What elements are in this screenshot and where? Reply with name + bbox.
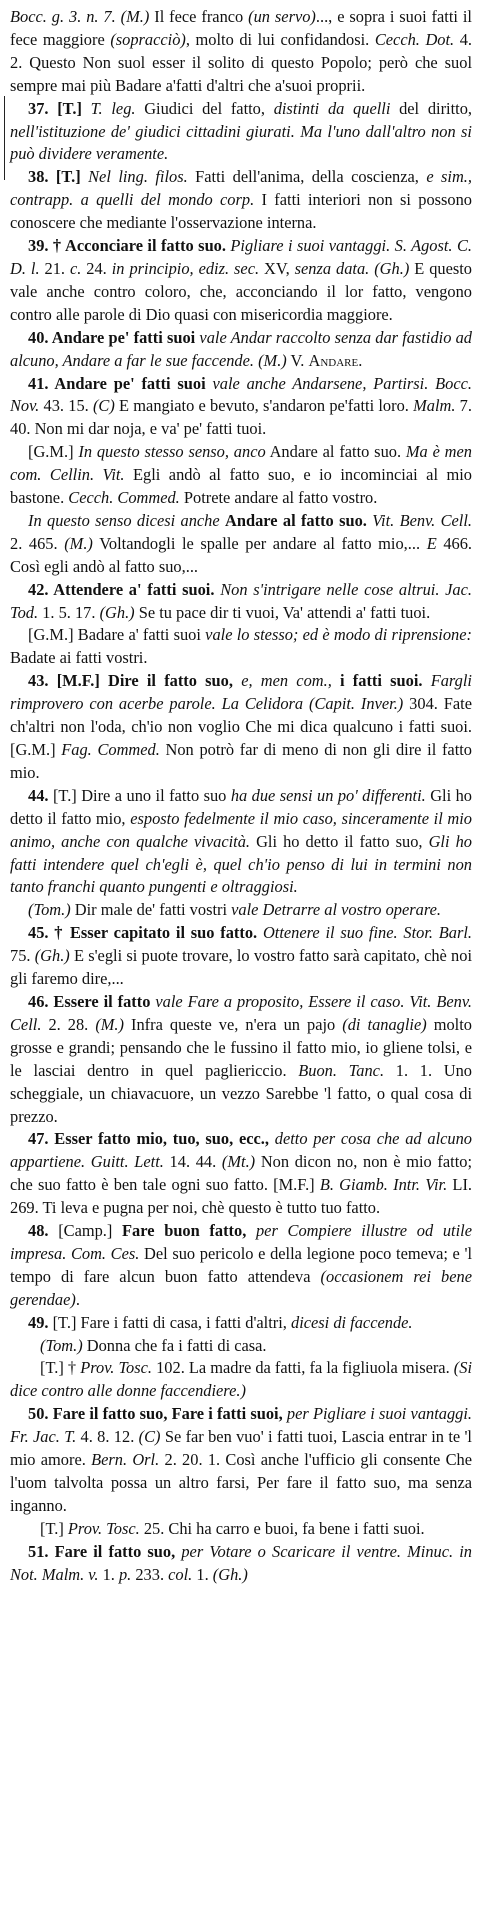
entry-paragraph [10, 373, 472, 442]
italic-text: (un servo) [248, 7, 316, 26]
body-text: 304. Fate ch'altri non l'oda, ch'io non voglio Che mi dica qualcuno i fatti suoi. [G.M.] [10, 694, 472, 759]
body-text: 25. Chi ha carro e buoi, fa bene i fatti suoi. [139, 1518, 425, 1538]
body-text: 4. 2. Questo Non suol esser il solito di questo Popolo; però che suol sempre mai più Badare a'fatti d'altri che a'suoi proprii. [10, 29, 472, 95]
italic-text: Buon. Tanc. [298, 1060, 385, 1080]
italic-text: (Gh.) [99, 602, 135, 622]
italic-text: Cecch. Commed. [68, 488, 180, 508]
italic-text: Cecch. Dot. [374, 29, 455, 49]
body-text: [T.] [40, 1518, 68, 1538]
italic-text: Fargli rimprovero con acerbe parole. La Celidora (Capit. Inver.) [10, 671, 472, 714]
italic-text: Ottenere il suo fine. Stor. Barl. [262, 923, 472, 943]
italic-text: vale Detrarre al vostro operare. [231, 900, 441, 920]
body-text: 1. [192, 1564, 213, 1584]
entry-paragraph [10, 991, 472, 1128]
body-text: 1. 5. 17. [38, 602, 100, 622]
entry-headword: 43. [M.F.] [28, 671, 109, 691]
body-text: I fatti interiori non si possono conoscere che mediante l'osservazione interna. [10, 190, 472, 233]
italic-text: Ma è men com. Cellin. Vit. [10, 442, 472, 485]
body-text: Voltandogli le spalle per andare al fatto mio,... [92, 533, 427, 553]
body-text: Donna che fa i fatti di casa. [82, 1335, 267, 1355]
entry-paragraph [10, 1518, 472, 1541]
body-text: V. [286, 350, 309, 370]
body-text: Gli ho detto il fatto mio, [10, 785, 473, 828]
body-text: E mangiato e bevuto, s'andaron pe'fatti loro. [114, 396, 414, 416]
entry-paragraph [10, 1220, 472, 1312]
body-text: molto grosse e grandi; pensando che le fussino il fatto mio, io gliene tolsi, e le lasciai dentro in quel pagliericcio. [10, 1014, 472, 1080]
entry-headword: 42. Attendere a' fatti suoi. [28, 579, 221, 599]
body-text: 2. 465. [10, 533, 65, 553]
italic-text: (Gh.) [212, 1564, 248, 1584]
italic-text: In questo stesso senso, anco [78, 442, 266, 462]
italic-text: (M.) [95, 1014, 124, 1034]
italic-text: (Tom.) [28, 900, 71, 920]
italic-text: per Votare o Scaricare il ventre. Minuc. in Not. Malm. v. [10, 1541, 472, 1584]
entry-paragraph [10, 6, 472, 98]
body-text: E questo vale anche contro coloro, che, acconciando il lor fatto, vengono contro alle parole di Dio quasi con misericordia maggiore. [10, 258, 472, 324]
italic-text: (C) [92, 396, 115, 416]
body-text: Non dicon no, non è mio fatto; che suo fatto è ben tale ogni suo fatto. [M.F.] [10, 1152, 472, 1195]
italic-text: vale lo stesso; ed è modo di riprensione: [205, 625, 472, 645]
italic-text: (Si dice contro alle donne faccendiere.) [10, 1358, 473, 1401]
entry-headword: 49. [28, 1312, 53, 1332]
body-text: 2. 20. 1. Così anche l'ufficio gli consente Che l'uom talvolta possa un altro farsi, Per fare il fatto suo, ma senza inganno. [10, 1450, 472, 1515]
entry-paragraph [10, 624, 472, 670]
italic-text: distinti da quelli [273, 98, 391, 118]
body-text [332, 671, 340, 690]
entry-headword: Andare al fatto suo. [225, 510, 367, 530]
italic-text: Prov. Tosc. [67, 1518, 140, 1538]
margin-rule [4, 96, 5, 180]
entry-headword: 51. Fare il fatto suo, [28, 1541, 182, 1561]
body-text: Egli andò al fatto suo, e io incominciai al mio bastone. [10, 465, 472, 508]
body-text: . [358, 350, 363, 370]
entry-paragraph [10, 1335, 472, 1358]
body-text: Fatti dell'anima, della coscienza, [187, 167, 427, 187]
entry-paragraph [10, 1541, 472, 1587]
body-text: Gli ho detto il fatto suo, [250, 831, 429, 851]
italic-text: vale Fare a proposito, Essere il caso. Vit. Benv. Cell. [10, 991, 472, 1034]
italic-text: col. [168, 1564, 193, 1584]
body-text: Se tu pace dir ti vuoi, Va' attendi a' fatti tuoi. [134, 602, 431, 622]
body-text: 24. [81, 258, 112, 278]
body-text: [G.M.] [28, 442, 79, 462]
italic-text: Bern. Orl. [91, 1450, 160, 1470]
entry-headword: Fare buon fatto, [122, 1221, 256, 1241]
italic-text: esposto fedelmente il mio caso, sinceramente il mio animo, anche con qualche vivacità. [10, 808, 473, 851]
italic-text: ha due sensi un po' differenti. [230, 785, 426, 805]
entry-headword: 44. [28, 785, 53, 805]
body-text: del diritto, [390, 98, 472, 118]
italic-text: Vit. Benv. Cell. [372, 510, 472, 530]
italic-text: (Gh.) [34, 946, 70, 966]
entry-headword: 40. Andare pe' fatti suoi [28, 327, 200, 347]
body-text: 233. [131, 1564, 169, 1584]
italic-text: detto per cosa che ad alcuno appartiene. Guitt. Lett. [10, 1129, 472, 1172]
body-text: ..., e sopra i suoi fatti il fece maggiore [10, 7, 472, 49]
body-text: 7. 40. Non mi dar noja, e va' pe' fatti tuoi. [10, 396, 472, 439]
body-text: . [75, 1289, 80, 1309]
entry-headword: 39. † Acconciare il fatto suo. [28, 236, 231, 256]
body-text: 14. 44. [163, 1152, 222, 1172]
entry-paragraph [10, 670, 472, 785]
body-text: 1. [98, 1564, 119, 1584]
entry-headword: 48. [28, 1221, 59, 1241]
body-text: Giudici del fatto, [135, 98, 274, 118]
body-text: Il fece franco [149, 7, 249, 26]
entry-paragraph [10, 327, 472, 373]
body-text: 466. Così egli andò al fatto suo,... [10, 533, 472, 576]
italic-text: Bocc. g. 3. n. 7. (M.) [10, 7, 150, 26]
body-text: Se far ben vuo' i fatti tuoi, Lascia entrar in te 'l mio amore. [10, 1427, 472, 1470]
italic-text: e, men com., [241, 671, 332, 691]
italic-text: vale anche Andarsene, Partirsi. Bocc. Nov. [10, 373, 473, 416]
body-text: Andare al fatto suo. [265, 442, 406, 462]
italic-text: senza data. (Gh.) [294, 258, 410, 278]
italic-text: (M.) [64, 533, 93, 553]
entry-paragraph [10, 166, 472, 235]
entry-headword: i fatti suoi. [340, 671, 423, 691]
body-text: Non potrò far di meno di non gli dire il fatto mio. [10, 740, 472, 782]
italic-text: Non s'intrigare nelle cose altrui. Jac. Tod. [10, 579, 473, 622]
entry-paragraph [10, 510, 472, 579]
body-text: , molto di lui confidandosi. [185, 29, 375, 49]
body-text: LI. 269. Ti leva e pugna per noi, chè questo è tutto tuo fatto. [10, 1175, 473, 1218]
italic-text: dicesi di faccende. [291, 1312, 413, 1332]
entry-paragraph [10, 899, 472, 922]
entry-paragraph [10, 785, 472, 900]
italic-text: c. [69, 258, 82, 278]
italic-text: p. [118, 1564, 132, 1584]
body-text: 1. 1. Uno scheggiale, un chiavacuore, un vezzo Sarebbe 'l fatto, o qual cosa di prezzo. [10, 1060, 472, 1126]
italic-text: e sim., contrapp. a quelli del mondo corp. [10, 167, 472, 210]
italic-text: (di tanaglie) [342, 1014, 427, 1034]
entry-headword: 45. † Esser capitato il suo fatto. [28, 923, 263, 943]
italic-text: T. leg. [90, 98, 136, 118]
body-text: [T.] Fare i fatti di casa, i fatti d'altri, [52, 1312, 291, 1332]
italic-text: per Pigliare i suoi vantaggi. Fr. Jac. T. [10, 1404, 473, 1447]
italic-text: B. Giamb. Intr. Vir. [319, 1175, 448, 1195]
entry-headword: 50. Fare il fatto suo, Fare i fatti suoi, [28, 1404, 287, 1424]
entry-headword: 37. [T.] [28, 98, 91, 118]
italic-text: Pigliare i suoi vantaggi. S. Agost. C. D. l. [10, 236, 472, 278]
body-text: Infra queste ve, n'era un pajo [123, 1014, 343, 1034]
entry-headword: 46. Essere il fatto [28, 991, 156, 1011]
body-text: 43. 15. [39, 396, 93, 416]
body-text: [G.M.] Badare a' fatti suoi [28, 625, 206, 645]
entry-paragraph [10, 1403, 472, 1518]
italic-text: vale Andar raccolto senza dar fastidio ad alcuno, Andare a far le sue faccende. (M.) [10, 327, 472, 370]
body-text: 75. [10, 946, 35, 966]
entry-headword: Dire il fatto suo, [108, 671, 242, 691]
entry-paragraph [10, 1312, 472, 1335]
body-text: Del suo pericolo e della legione poco temeva; e 'l tempo di fare alcun buon fatto attendeva [10, 1243, 472, 1286]
body-text: 21. [39, 258, 70, 278]
italic-text: nell'istituzione de' giudici cittadini giurati. Ma l'uno dall'altro non si può dividere veramente. [10, 121, 472, 164]
entry-paragraph [10, 922, 472, 991]
italic-text: (occasionem rei bene gerendae) [10, 1266, 472, 1309]
body-text: Dir male de' fatti vostri [70, 900, 232, 920]
entry-paragraph [10, 98, 472, 167]
body-text: 2. 28. [41, 1014, 96, 1034]
entry-paragraph [10, 1357, 472, 1403]
body-text: [T.] Dire a uno il fatto suo [52, 785, 231, 805]
italic-text: Malm. [413, 396, 456, 416]
body-text: [Camp.] [58, 1221, 123, 1241]
body-text: [T.] † [40, 1358, 81, 1378]
body-text: Potrete andare al fatto vostro. [179, 488, 378, 508]
italic-text: (sopracciò) [110, 29, 186, 49]
body-text: E s'egli si puote trovare, lo vostro fatto sarà capitato, chè noi gli faremo dire,... [10, 946, 472, 989]
entry-headword: 41. Andare pe' fatti suoi [28, 373, 213, 393]
italic-text: (Tom.) [40, 1335, 83, 1355]
italic-text: In questo senso dicesi anche [28, 510, 225, 530]
entry-headword: 47. Esser fatto mio, tuo, suo, ecc., [28, 1129, 275, 1149]
italic-text: Prov. Tosc. [80, 1358, 153, 1378]
small-caps-text: Andare [308, 350, 359, 370]
entry-paragraph [10, 1128, 472, 1220]
entry-paragraph [10, 441, 472, 510]
italic-text: (Mt.) [221, 1152, 256, 1172]
entry-headword: 38. [T.] [28, 167, 89, 187]
body-text [422, 671, 430, 690]
italic-text: E [426, 533, 437, 553]
italic-text: Fag. Commed. [61, 740, 160, 759]
body-text: Badate ai fatti vostri. [10, 648, 148, 668]
italic-text: Nel ling. filos. [88, 167, 188, 187]
body-text: 102. La madre da fatti, fa la figliuola misera. [152, 1358, 454, 1378]
entry-paragraph [10, 579, 472, 625]
italic-text: Gli ho fatti intendere quel ch'egli è, quel ch'io penso di lui in termini non tanto franchi quanto pungenti e oltraggiosi. [10, 831, 472, 897]
italic-text: per Compiere illustre od utile impresa. Com. Ces. [10, 1221, 472, 1263]
entry-paragraph [10, 235, 472, 327]
dictionary-column [10, 6, 472, 1587]
italic-text: (C) [138, 1427, 161, 1447]
body-text: 4. 8. 12. [76, 1427, 139, 1447]
body-text: XV, [259, 258, 295, 278]
italic-text: in principio, ediz. sec. [111, 258, 260, 278]
